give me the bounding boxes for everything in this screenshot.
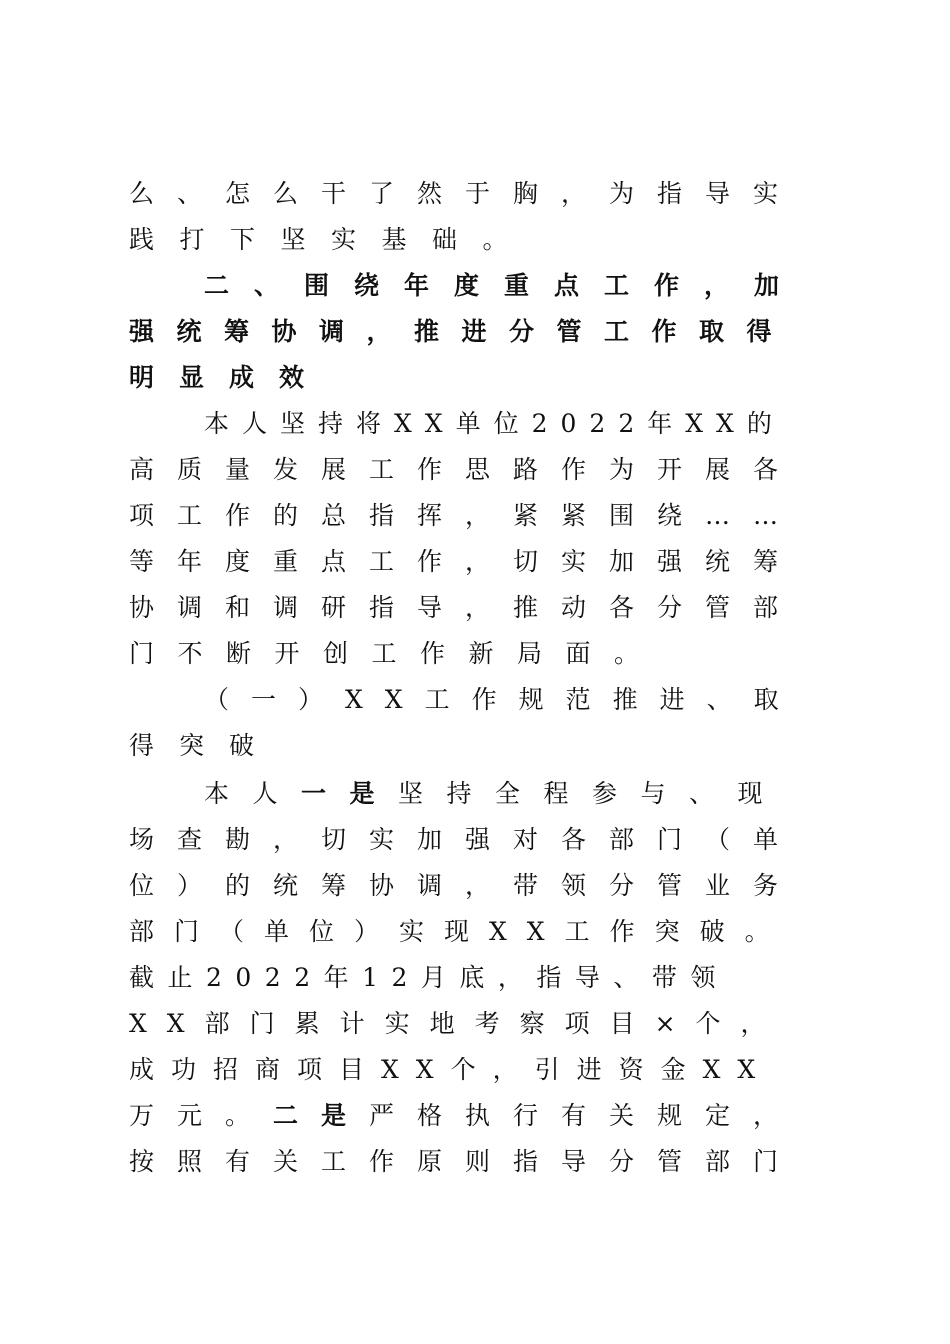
heading-text: 强统筹协调，推进分管工作取得 bbox=[129, 317, 795, 346]
body-line bbox=[129, 217, 807, 263]
body-line bbox=[129, 955, 807, 1001]
line-text: 门不断开创工作新局面。 bbox=[129, 639, 663, 668]
section-heading-line bbox=[129, 309, 807, 355]
line-text: 截止2022年12月底，指导、带领 bbox=[129, 963, 729, 992]
body-line bbox=[129, 1093, 807, 1139]
heading-text: 明显成效 bbox=[129, 363, 330, 392]
body-line bbox=[129, 171, 807, 217]
subheading-text: 得突破 bbox=[129, 731, 280, 760]
line-text: 协调和调研指导，推动各分管部 bbox=[129, 593, 802, 622]
heading-text: 二、围绕年度重点工作，加 bbox=[204, 271, 805, 300]
line-text: 按照有关工作原则指导分管部门 bbox=[129, 1147, 802, 1176]
line-text: 本人一是坚持全程参与、现 bbox=[204, 779, 787, 808]
line-text: 成功招商项目XX个，引进资金XX bbox=[129, 1055, 773, 1084]
subheading-line bbox=[204, 677, 807, 723]
emphasis-marker: 一是 bbox=[301, 779, 399, 808]
line-text: 场查勘，切实加强对各部门（单 bbox=[129, 825, 802, 854]
body-line bbox=[129, 585, 807, 631]
body-line bbox=[129, 493, 807, 539]
body-line bbox=[129, 631, 807, 677]
subheading-line bbox=[129, 723, 807, 769]
line-text: 本人坚持将XX单位2022年XX的 bbox=[204, 409, 785, 438]
line-text: 践打下坚实基础。 bbox=[129, 225, 534, 254]
body-line bbox=[129, 447, 807, 493]
line-text: 等年度重点工作，切实加强统筹 bbox=[129, 547, 802, 576]
line-text: 部门（单位）实现XX工作突破。 bbox=[129, 917, 790, 946]
body-line bbox=[129, 863, 807, 909]
body-line bbox=[129, 1139, 807, 1185]
line-text: 万元。二是严格执行有关规定， bbox=[129, 1101, 802, 1130]
body-line bbox=[129, 817, 807, 863]
emphasis-marker: 二是 bbox=[273, 1101, 370, 1130]
body-line bbox=[129, 1001, 807, 1047]
body-line bbox=[204, 771, 807, 817]
line-text: 么、怎么干了然于胸，为指导实 bbox=[129, 179, 802, 208]
section-heading-line bbox=[204, 263, 807, 309]
line-text: 高质量发展工作思路作为开展各 bbox=[129, 455, 802, 484]
body-line bbox=[129, 909, 807, 955]
line-text: XX部门累计实地考察项目×个， bbox=[129, 1009, 786, 1038]
body-line bbox=[129, 539, 807, 585]
section-heading-line bbox=[129, 355, 807, 401]
body-line bbox=[129, 1047, 807, 1093]
line-text: 位）的统筹协调，带领分管业务 bbox=[129, 871, 802, 900]
subheading-text: （一）XX工作规范推进、取 bbox=[204, 685, 801, 714]
body-line bbox=[204, 401, 807, 447]
line-text: 项工作的总指挥，紧紧围绕…… bbox=[129, 501, 802, 530]
